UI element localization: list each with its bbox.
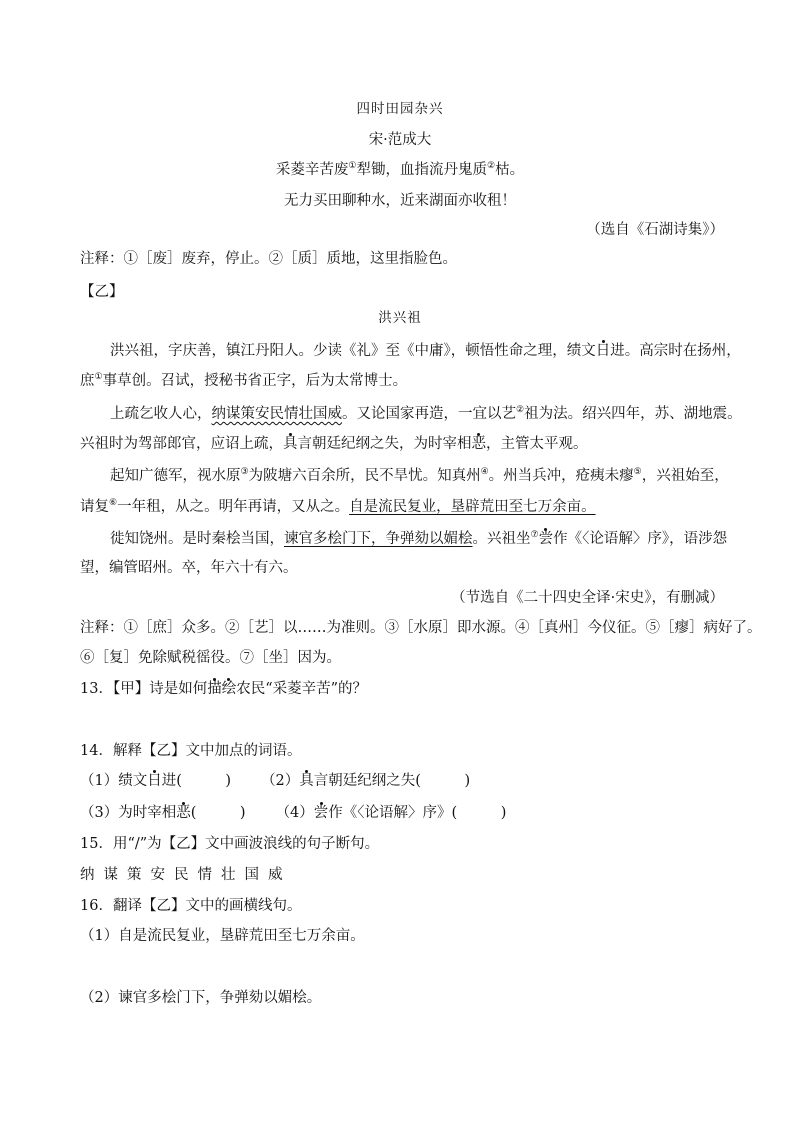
- wavy-underlined-sentence: 纳谋策安民情壮国威: [211, 406, 342, 422]
- note-marker: ⑤: [633, 467, 642, 478]
- passage-p2-line1: 上疏乞收人心，纳谋策安民情壮国威。又论国家再造，一宜以艺②祖为法。绍兴四年，苏、湖地震。: [110, 405, 742, 422]
- underlined-sentence-1: 自是流民复业，垦辟荒田至七万余亩。: [349, 499, 596, 515]
- note-marker: ④: [480, 467, 489, 478]
- passage-p2-line2: 兴祖时为驾部郎官，应诏上疏，具言朝廷纪纲之失，为时宰相恶，主管太平观。: [80, 436, 588, 452]
- dotted-word: 尝: [313, 805, 329, 821]
- passage-notes-line1: 注释：①［庶］众多。②［艺］以……为准则。③［水原］即水源。④［真州］今仪征。⑤［瘳］病好了。: [80, 620, 762, 636]
- dotted-word: 日: [147, 773, 162, 789]
- passage-p3-line2: 请复⑥一年租，从之。明年再请，又从之。自是流民复业，垦辟荒田至七万余亩。: [80, 498, 596, 515]
- passage-p1-line2: 庶①事草创。召试，授秘书省正字，后为太常博士。: [80, 372, 408, 389]
- dotted-word: 描: [207, 681, 222, 697]
- note-marker: ①: [348, 161, 357, 172]
- passage-notes-line2: ⑥［复］免除赋税徭役。⑦［坐］因为。: [80, 650, 341, 666]
- passage-p1-line1: 洪兴祖，字庆善，镇江丹阳人。少读《礼》至《中庸》，顿悟性命之理，绩文日进。高宗时在扬州，: [110, 343, 741, 359]
- poem-author: 宋·范成大: [368, 132, 432, 148]
- dotted-word: 绘: [221, 681, 237, 697]
- question-16-item1: （1）自是流民复业，垦辟荒田至七万余亩。: [80, 928, 365, 944]
- dotted-word: 尝: [538, 531, 554, 547]
- question-14-row2: （3）为时宰相恶( ) （4）尝作《〈论语解〉序》( ): [80, 805, 507, 821]
- passage-title: 洪兴祖: [378, 310, 422, 326]
- note-marker: ⑦: [530, 530, 539, 541]
- note-marker: ③: [240, 467, 249, 478]
- note-marker: ①: [94, 372, 103, 383]
- poem-notes: 注释：①［废］废弃，停止。②［质］质地，这里指脸色。: [80, 251, 457, 267]
- poem-line-2: 无力买田聊种水，近来湖面亦收租！: [284, 193, 516, 209]
- question-14-row1: （1）绩文日进( ) （2）具言朝廷纪纲之失( ): [80, 773, 471, 789]
- dotted-word: 恶: [471, 436, 486, 452]
- question-14: 14．解释【乙】文中加点的词语。: [80, 743, 302, 759]
- passage-p4-line2: 望，编管昭州。卒，年六十有六。: [80, 560, 298, 576]
- passage-p4-line1: 徙知饶州。是时秦桧当国，谏官多桧门下，争弹劾以媚桧。兴祖坐⑦尝作《〈论语解〉序》，语涉怨: [110, 530, 728, 547]
- dotted-word: 具: [299, 773, 314, 789]
- question-15: 15．用“/”为【乙】文中画波浪线的句子断句。: [80, 836, 380, 852]
- note-marker: ⑥: [109, 498, 118, 509]
- dotted-word: 日: [595, 343, 611, 359]
- poem-source: （选自《石湖诗集》）: [586, 222, 724, 238]
- question-15-sentence: 纳谋策安民情壮国威: [80, 867, 292, 883]
- note-marker: ②: [516, 405, 525, 416]
- question-16: 16．翻译【乙】文中的画横线句。: [80, 898, 302, 914]
- passage-p3-line1: 起知广德军，视水原③为陂塘六百余所，民不旱忧。知真州④。州当兵冲，疮痍未瘳⑤，兴祖始至，: [110, 467, 729, 484]
- poem-title: 四时田园杂兴: [356, 101, 444, 117]
- underlined-sentence-2: 谏官多桧门下，争弹劾以媚桧: [284, 531, 473, 547]
- question-16-item2: （2）谏官多桧门下，争弹劾以媚桧。: [80, 990, 322, 1006]
- dotted-word: 具: [283, 436, 298, 452]
- question-13: 13．【甲】诗是如何描绘农民“采菱辛苦”的？: [80, 681, 368, 697]
- note-marker: ②: [487, 161, 496, 172]
- dotted-word: 恶: [176, 805, 191, 821]
- poem-line-1: 采菱辛苦废①犁锄，血指流丹鬼质②枯。: [275, 161, 525, 178]
- section-label-yi: 【乙】: [80, 284, 124, 300]
- passage-source: （节选自《二十四史全译·宋史》，有删减）: [451, 590, 724, 606]
